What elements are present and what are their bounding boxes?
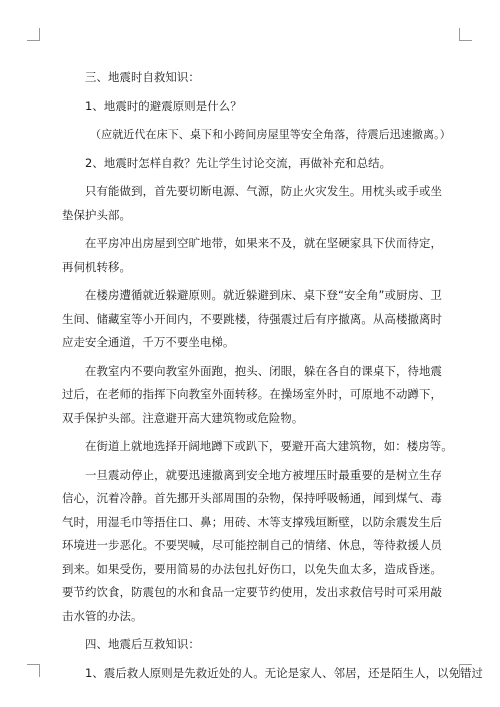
paragraph-after-shaking: 一旦震动停止，就要迅速撤离到安全地方被埋压时最重要的是树立生存信心，沉着冷静。首先挪开头部周围的杂物，保持呼吸畅通，闻到煤气、毒气时，用湿毛巾等捂住口、鼻；用砖、木等支撑残垣断壁，以防余震发生后环境进一步恶化。不要哭喊，尽可能控制自己的情绪、休息，等待救援人员到来。如果受伤，要用简易的办法包扎好伤口，以免失血太多，造成昏迷。要节约饮食，防震包的水和食品一定要节约使用，发出求救信号时可采用敲击水管的办法。	[62, 467, 442, 623]
section-heading-mutual-rescue: 四、地震后互救知识：	[85, 637, 200, 651]
question-2: 2、地震时怎样自救？先让学生讨论交流，再做补充和总结。	[85, 155, 392, 170]
crop-mark-bottom-left	[27, 664, 40, 677]
document-body	[62, 66, 484, 690]
crop-mark-top-right	[459, 28, 472, 41]
paragraph-bungalow: 在平房冲出房屋到空旷地带，如果来不及，就在坚硬家具下伏而待定，再伺机转移。	[62, 236, 442, 274]
question-1: 1、地震时的避震原则是什么？	[85, 98, 242, 113]
section-heading-self-rescue: 三、地震时自救知识：	[85, 70, 200, 84]
paragraph-classroom: 在教室内不要向教室外面跑，抱头、闭眼，躲在各自的课桌下，待地震过后，在老师的指挥下向教室外面转移。在操场室外时，可原地不动蹲下，双手保护头部。注意避开高大建筑物或危险物。	[62, 363, 442, 425]
crop-mark-top-left	[27, 28, 40, 41]
paragraph-rescue-principle: 1、震后救人原则是先救近处的人。无论是家人、邻居，还是陌生人，以免错过	[85, 665, 484, 680]
answer-1: （应就近代在床下、桌下和小跨间房屋里等安全角落，待震后迅速撤离。）	[90, 128, 451, 141]
paragraph-building: 在楼房遭循就近躲避原则。就近躲避到床、桌下登“安全角”或厨房、卫生间、储藏室等小开间内，不要跳楼，待强震过后有序撤离。从高楼撤离时应走安全通道，千万不要坐电梯。	[62, 288, 442, 349]
paragraph-power-off: 只有能做到，首先要切断电源、气源，防止火灾发生。用枕头或手或坐垫保护头部。	[62, 184, 442, 222]
paragraph-street: 在街道上就地选择开阔地蹲下或趴下，要避开高大建筑物，如：楼房等。	[85, 439, 453, 453]
